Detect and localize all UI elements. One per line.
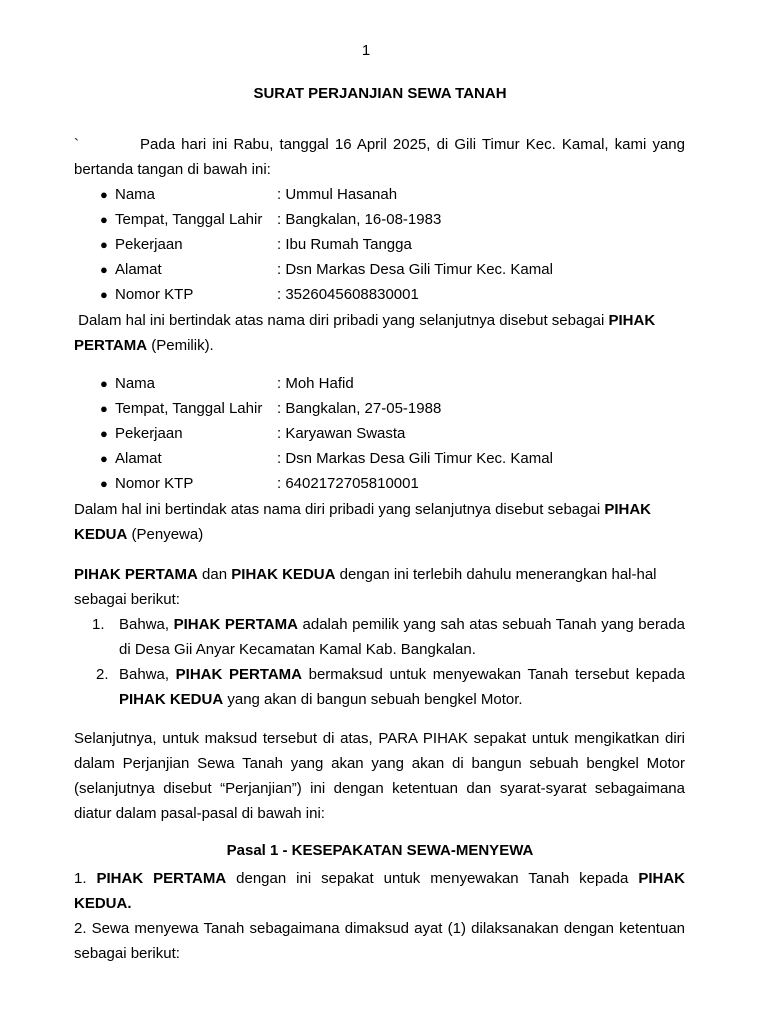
point-body: bermaksud untuk menyewakan Tanah tersebut kepada [302, 666, 685, 683]
document-title: SURAT PERJANJIAN SEWA TANAH [253, 85, 507, 102]
point-number: 1. [92, 616, 105, 633]
party1-role: PIHAK PERTAMA [74, 566, 198, 583]
field-value: : 3526045608830001 [277, 286, 419, 303]
field-label: Pekerjaan [115, 425, 183, 442]
field-value: : Moh Hafid [277, 375, 354, 392]
party1-statement [74, 308, 685, 358]
field-value: : Dsn Markas Desa Gili Timur Kec. Kamal [277, 450, 553, 467]
intro-paragraph [74, 132, 685, 182]
field-value: : 6402172705810001 [277, 475, 419, 492]
party1-details [100, 182, 700, 307]
bullet-icon: ● [100, 262, 108, 277]
field-label: Pekerjaan [115, 236, 183, 253]
party1-field-job [100, 232, 700, 257]
bullet-icon: ● [100, 401, 108, 416]
point-body: adalah pemilik yang sah atas sebuah Tanah yang berada di Desa Gii Anyar Kecamatan Kamal Kab. Bangkalan. [119, 616, 686, 658]
field-value: : Bangkalan, 27-05-1988 [277, 400, 442, 417]
party1-role: PIHAK PERTAMA [74, 312, 656, 354]
pasal-1-clause-1 [74, 866, 685, 916]
party2-role: PIHAK KEDUA [119, 691, 224, 708]
field-label: Tempat, Tanggal Lahir [115, 211, 263, 228]
bullet-icon: ● [100, 426, 108, 441]
statement-suffix: (Penyewa) [127, 526, 204, 543]
clause-text: dengan ini sepakat untuk menyewakan Tanah kepada [226, 870, 639, 887]
pasal-1-heading: Pasal 1 - KESEPAKATAN SEWA-MENYEWA [226, 842, 534, 859]
party1-field-address [100, 257, 700, 282]
party2-field-birth [100, 396, 700, 421]
point-lead: Bahwa, [119, 666, 176, 683]
party2-field-name [100, 371, 700, 396]
point-text [119, 612, 685, 662]
field-label: Nomor KTP [115, 286, 194, 303]
party2-role: PIHAK KEDUA [231, 566, 336, 583]
field-label: Nama [115, 186, 156, 203]
party1-field-ktp [100, 282, 700, 307]
agreement-paragraph: Selanjutnya, untuk maksud tersebut di atas, PARA PIHAK sepakat untuk mengikatkan diri dalam Perjanjian Sewa Tanah yang akan yang akan di bangun sebuah bengkel Motor (selanjutnya disebut “Perjanjian”) ini dengan ketentuan dan syarat-syarat sebagaimana diatur dalam pasal-pasal di bawah ini: [74, 730, 685, 822]
field-label: Nomor KTP [115, 475, 194, 492]
party2-field-ktp [100, 471, 700, 496]
point-number: 2. [96, 666, 109, 683]
backtick-mark: ` [74, 136, 79, 153]
clause-number: 1. [74, 870, 97, 887]
party1-field-name [100, 182, 700, 207]
party2-role: PIHAK KEDUA. [74, 870, 686, 912]
point-body: yang akan di bangun sebuah bengkel Motor. [223, 691, 523, 708]
party2-field-address [100, 446, 700, 471]
field-value: : Dsn Markas Desa Gili Timur Kec. Kamal [277, 261, 553, 278]
field-label: Nama [115, 375, 156, 392]
field-label: Alamat [115, 261, 162, 278]
explain-text: dengan ini terlebih dahulu menerangkan hal-hal sebagai berikut: [74, 566, 657, 608]
field-label: Alamat [115, 450, 162, 467]
point-lead: Bahwa, [119, 616, 174, 633]
party2-statement [74, 497, 685, 547]
bullet-icon: ● [100, 237, 108, 252]
party1-role: PIHAK PERTAMA [96, 870, 227, 887]
statement-text: Dalam hal ini bertindak atas nama diri pribadi yang selanjutnya disebut sebagai [74, 501, 605, 518]
statement-text: Dalam hal ini bertindak atas nama diri pribadi yang selanjutnya disebut sebagai [74, 312, 609, 329]
bullet-icon: ● [100, 451, 108, 466]
point-text [119, 662, 685, 712]
intro-text: Pada hari ini Rabu, tanggal 16 April 2025, di Gili Timur Kec. Kamal, kami yang bertanda tangan di bawah ini: [74, 136, 685, 178]
bullet-icon: ● [100, 476, 108, 491]
party2-role: PIHAK KEDUA [74, 501, 651, 543]
party1-role: PIHAK PERTAMA [175, 666, 302, 683]
page-number: 1 [361, 42, 371, 59]
explain-text: dan [197, 566, 232, 583]
party2-details [100, 371, 700, 496]
bullet-icon: ● [100, 376, 108, 391]
bullet-icon: ● [100, 287, 108, 302]
field-value: : Ummul Hasanah [277, 186, 398, 203]
explain-paragraph [74, 562, 685, 612]
statement-suffix: (Pemilik). [147, 337, 214, 354]
party1-role: PIHAK PERTAMA [173, 616, 298, 633]
party1-field-birth [100, 207, 700, 232]
field-value: : Ibu Rumah Tangga [277, 236, 412, 253]
bullet-icon: ● [100, 187, 108, 202]
field-label: Tempat, Tanggal Lahir [115, 400, 263, 417]
field-value: : Bangkalan, 16-08-1983 [277, 211, 442, 228]
party2-field-job [100, 421, 700, 446]
field-value: : Karyawan Swasta [277, 425, 406, 442]
pasal-1-clause-2: 2. Sewa menyewa Tanah sebagaimana dimaksud ayat (1) dilaksanakan dengan ketentuan sebagai berikut: [74, 920, 685, 962]
bullet-icon: ● [100, 212, 108, 227]
